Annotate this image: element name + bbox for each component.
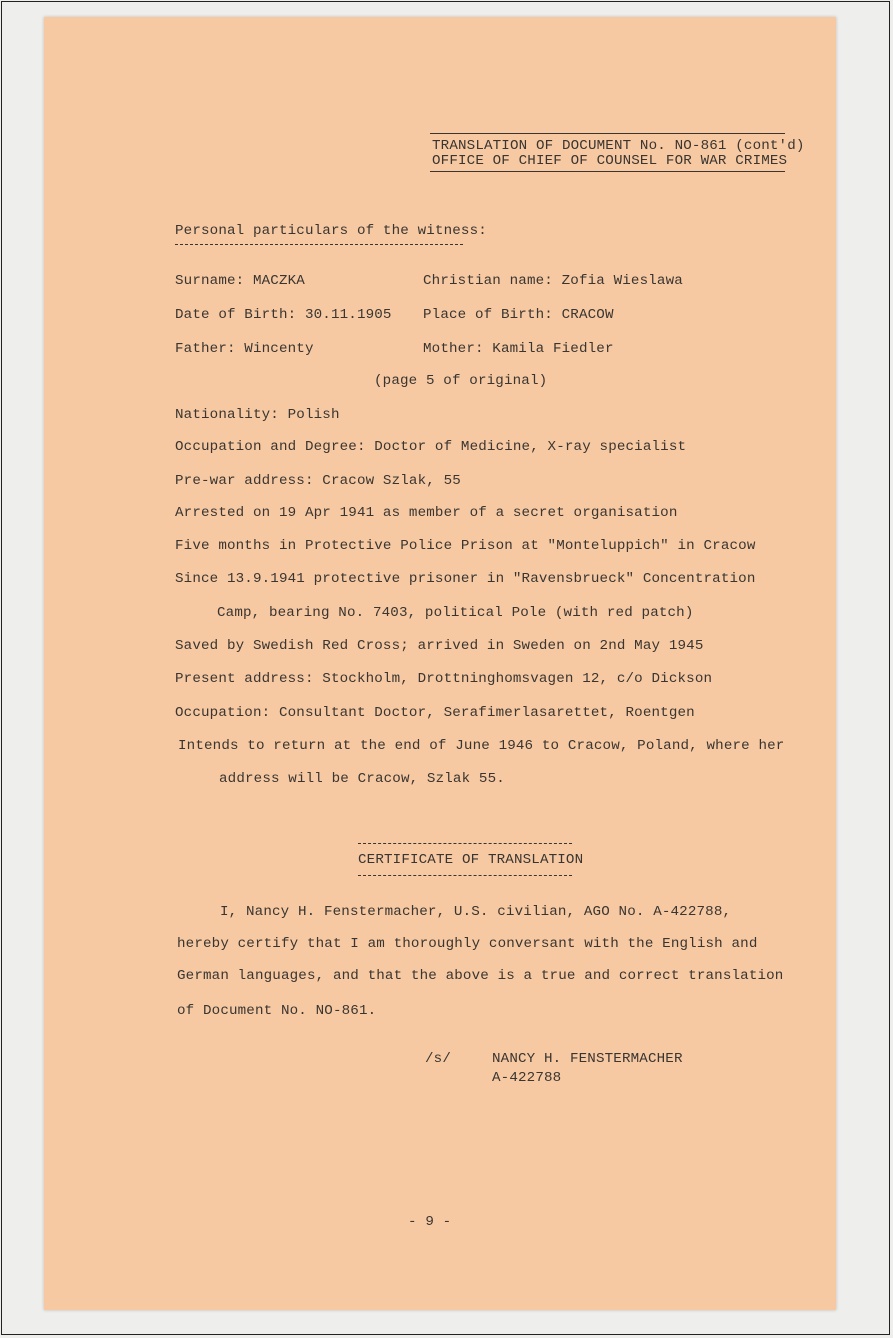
nationality: Nationality: Polish [175, 407, 340, 423]
certificate-line-1: I, Nancy H. Fenstermacher, U.S. civilian, AGO No. A-422788, [220, 904, 732, 920]
intends-line-1: Intends to return at the end of June 1946 to Cracow, Poland, where her [178, 738, 785, 754]
mother: Mother: Kamila Fiedler [423, 341, 614, 357]
intends-line-2: address will be Cracow, Szlak 55. [219, 771, 505, 787]
document-page [44, 17, 836, 1310]
header-line-2: OFFICE OF CHIEF OF COUNSEL FOR WAR CRIMES [432, 153, 788, 169]
prewar-address: Pre-war address: Cracow Szlak, 55 [175, 473, 461, 489]
certificate-overline [358, 843, 572, 844]
occupation-now: Occupation: Consultant Doctor, Serafimerlasarettet, Roentgen [175, 705, 695, 721]
certificate-title: CERTIFICATE OF TRANSLATION [358, 852, 584, 868]
certificate-line-4: of Document No. NO-861. [177, 1003, 377, 1019]
certificate-line-2: hereby certify that I am thoroughly conversant with the English and [177, 936, 758, 952]
certificate-line-3: German languages, and that the above is a true and correct translation [177, 968, 784, 984]
header-line-1: TRANSLATION OF DOCUMENT No. NO-861 (cont'd) [432, 138, 805, 154]
signature-mark: /s/ [425, 1051, 451, 1067]
page-note: (page 5 of original) [374, 373, 548, 389]
certificate-underline [358, 875, 572, 876]
page-number: - 9 - [408, 1214, 452, 1230]
since-line-2: Camp, bearing No. 7403, political Pole (with red patch) [217, 605, 694, 621]
signature-ago: A-422788 [492, 1070, 562, 1086]
signature-name: NANCY H. FENSTERMACHER [492, 1051, 683, 1067]
father: Father: Wincenty [175, 341, 314, 357]
date-of-birth: Date of Birth: 30.11.1905 [175, 307, 392, 323]
christian-name: Christian name: Zofia Wieslawa [423, 273, 683, 289]
since-line-1: Since 13.9.1941 protective prisoner in "Ravensbrueck" Concentration [175, 571, 756, 587]
arrested: Arrested on 19 Apr 1941 as member of a secret organisation [175, 505, 678, 521]
prison: Five months in Protective Police Prison at "Monteluppich" in Cracow [175, 538, 756, 554]
section-title-underline [175, 244, 463, 245]
section-title: Personal particulars of the witness: [175, 223, 487, 239]
occupation-degree: Occupation and Degree: Doctor of Medicine, X-ray specialist [175, 439, 687, 455]
surname: Surname: MACZKA [175, 273, 305, 289]
present-address: Present address: Stockholm, Drottninghomsvagen 12, c/o Dickson [175, 671, 713, 687]
saved: Saved by Swedish Red Cross; arrived in Sweden on 2nd May 1945 [175, 638, 704, 654]
place-of-birth: Place of Birth: CRACOW [423, 307, 614, 323]
